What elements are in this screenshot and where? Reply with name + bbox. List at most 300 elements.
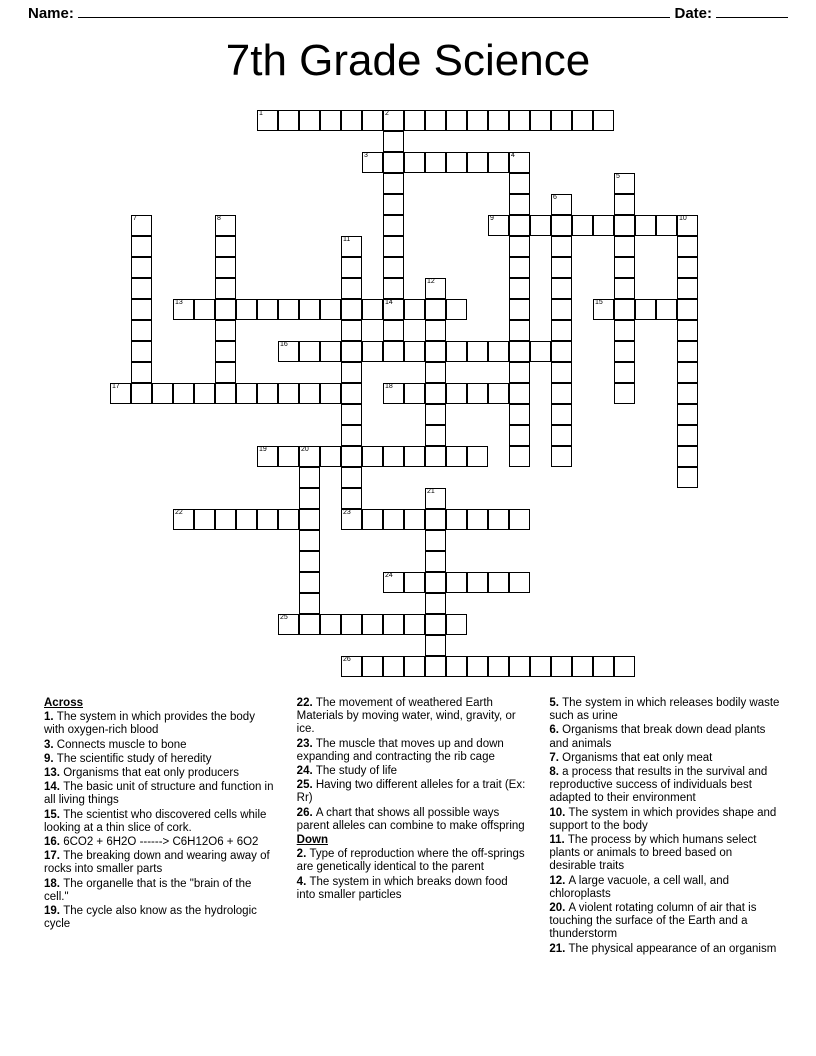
crossword-cell[interactable] — [341, 257, 362, 278]
crossword-cell[interactable] — [509, 656, 530, 677]
crossword-cell[interactable] — [299, 614, 320, 635]
crossword-cell-number: 9 — [490, 215, 494, 222]
crossword-cell-number: 4 — [511, 152, 515, 159]
crossword-cell[interactable] — [404, 299, 425, 320]
across-clue — [44, 836, 275, 849]
crossword-cell[interactable] — [425, 509, 446, 530]
crossword-cell[interactable] — [677, 236, 698, 257]
crossword-cell[interactable] — [551, 404, 572, 425]
crossword-cell[interactable] — [509, 425, 530, 446]
clue-text: The basic unit of structure and function in all living things — [44, 781, 274, 807]
crossword-cell[interactable] — [656, 299, 677, 320]
crossword-cell[interactable] — [236, 299, 257, 320]
crossword-cell[interactable] — [593, 215, 614, 236]
clue-number: 18. — [44, 877, 64, 890]
crossword-cell[interactable] — [614, 194, 635, 215]
name-input-line[interactable] — [78, 4, 671, 18]
crossword-cell[interactable] — [110, 383, 131, 404]
crossword-cell[interactable] — [509, 341, 530, 362]
crossword-cell[interactable] — [467, 383, 488, 404]
crossword-cell[interactable] — [341, 446, 362, 467]
crossword-cell[interactable] — [614, 236, 635, 257]
crossword-cell[interactable] — [404, 509, 425, 530]
crossword-cell[interactable] — [131, 257, 152, 278]
clue-text: The system in which breaks down food into smaller particles — [296, 875, 508, 901]
crossword-cell[interactable] — [446, 446, 467, 467]
crossword-cell[interactable] — [425, 614, 446, 635]
crossword-cell[interactable] — [425, 383, 446, 404]
crossword-cell[interactable] — [278, 341, 299, 362]
clue-text: Organisms that break down dead plants and animals — [549, 724, 766, 750]
crossword-cell[interactable] — [425, 551, 446, 572]
crossword-cell[interactable] — [509, 446, 530, 467]
crossword-cell[interactable] — [404, 152, 425, 173]
clue-text: The study of life — [315, 765, 398, 778]
crossword-cell[interactable] — [341, 278, 362, 299]
clue-text: Type of reproduction where the off-springs are genetically identical to the parent — [296, 848, 525, 874]
clue-number: 13. — [44, 767, 64, 780]
crossword-cell[interactable] — [299, 488, 320, 509]
crossword-cell-number: 6 — [553, 194, 557, 201]
crossword-cell[interactable] — [152, 383, 173, 404]
crossword-cell[interactable] — [383, 173, 404, 194]
crossword-cell[interactable] — [278, 614, 299, 635]
crossword-cell-number: 11 — [343, 236, 351, 243]
across-heading: Across — [44, 697, 83, 709]
crossword-cell-number: 7 — [133, 215, 137, 222]
crossword-cell[interactable] — [614, 299, 635, 320]
crossword-cell[interactable] — [551, 362, 572, 383]
crossword-cell[interactable] — [383, 509, 404, 530]
crossword-cell[interactable] — [341, 404, 362, 425]
crossword-cell[interactable] — [530, 110, 551, 131]
crossword-cell[interactable] — [614, 383, 635, 404]
crossword-cell[interactable] — [299, 551, 320, 572]
across-clue — [44, 878, 275, 904]
crossword-cell[interactable] — [509, 110, 530, 131]
clue-number: 21. — [549, 942, 569, 955]
crossword-cell[interactable] — [614, 173, 635, 194]
down-clue — [549, 724, 780, 750]
clue-text: The breaking down and wearing away of rocks into smaller parts — [44, 850, 270, 876]
down-clue — [549, 752, 780, 765]
crossword-cell[interactable] — [551, 194, 572, 215]
crossword-cell[interactable] — [593, 299, 614, 320]
crossword-cell[interactable] — [404, 572, 425, 593]
crossword-cell[interactable] — [383, 446, 404, 467]
crossword-cell[interactable] — [446, 110, 467, 131]
crossword-cell[interactable] — [215, 341, 236, 362]
crossword-cell[interactable] — [551, 299, 572, 320]
crossword-cell[interactable] — [425, 278, 446, 299]
clue-text: The scientific study of heredity — [56, 752, 212, 765]
crossword-cell[interactable] — [278, 509, 299, 530]
across-clue — [44, 905, 275, 931]
crossword-cell[interactable] — [404, 446, 425, 467]
crossword-cell[interactable] — [320, 383, 341, 404]
crossword-cell[interactable] — [509, 278, 530, 299]
crossword-cell[interactable] — [383, 656, 404, 677]
crossword-cell[interactable] — [509, 152, 530, 173]
crossword-cell[interactable] — [467, 656, 488, 677]
crossword-cell[interactable] — [131, 236, 152, 257]
down-clue — [549, 943, 780, 956]
crossword-cell[interactable] — [131, 383, 152, 404]
across-clue — [297, 779, 528, 805]
crossword-cell[interactable] — [299, 341, 320, 362]
crossword-cell[interactable] — [362, 614, 383, 635]
crossword-cell[interactable] — [635, 215, 656, 236]
crossword-cell[interactable] — [362, 299, 383, 320]
crossword-cell[interactable] — [446, 509, 467, 530]
crossword-cell[interactable] — [383, 320, 404, 341]
crossword-cell[interactable] — [551, 425, 572, 446]
crossword-cell[interactable] — [509, 194, 530, 215]
crossword-cell[interactable] — [509, 320, 530, 341]
crossword-cell[interactable] — [194, 509, 215, 530]
crossword-cell[interactable] — [467, 110, 488, 131]
crossword-cell[interactable] — [530, 341, 551, 362]
crossword-cell[interactable] — [257, 110, 278, 131]
crossword-cell[interactable] — [551, 656, 572, 677]
clue-number: 17. — [44, 850, 64, 863]
crossword-cell[interactable] — [509, 383, 530, 404]
crossword-cell[interactable] — [299, 446, 320, 467]
crossword-cell[interactable] — [488, 572, 509, 593]
student-info-header — [28, 4, 788, 22]
crossword-cell[interactable] — [551, 236, 572, 257]
crossword-cell[interactable] — [593, 656, 614, 677]
crossword-cell[interactable] — [509, 404, 530, 425]
crossword-cell[interactable] — [362, 341, 383, 362]
crossword-cell[interactable] — [530, 656, 551, 677]
clue-number: 23. — [296, 737, 316, 750]
crossword-cell[interactable] — [446, 299, 467, 320]
clue-number: 22. — [296, 697, 316, 709]
crossword-cell[interactable] — [446, 614, 467, 635]
crossword-cell[interactable] — [215, 320, 236, 341]
crossword-cell[interactable] — [341, 467, 362, 488]
crossword-cell[interactable] — [677, 257, 698, 278]
clue-text: The movement of weathered Earth Materials by moving water, wind, gravity, or ice. — [296, 697, 516, 736]
crossword-cell[interactable] — [341, 236, 362, 257]
crossword-cell[interactable] — [614, 215, 635, 236]
crossword-cell[interactable] — [425, 656, 446, 677]
crossword-cell[interactable] — [299, 572, 320, 593]
crossword-cell[interactable] — [173, 383, 194, 404]
clue-number: 15. — [44, 808, 64, 821]
crossword-cell[interactable] — [509, 173, 530, 194]
date-input-line[interactable] — [716, 4, 788, 18]
crossword-cell-number: 2 — [385, 110, 389, 117]
crossword-cell[interactable] — [425, 572, 446, 593]
crossword-cell[interactable] — [425, 320, 446, 341]
crossword-cell[interactable] — [677, 278, 698, 299]
crossword-cell[interactable] — [299, 110, 320, 131]
crossword-cell[interactable] — [551, 383, 572, 404]
crossword-cell[interactable] — [173, 299, 194, 320]
crossword-cell[interactable] — [131, 278, 152, 299]
crossword-cell[interactable] — [404, 614, 425, 635]
crossword-cell[interactable] — [341, 110, 362, 131]
crossword-cell[interactable] — [488, 152, 509, 173]
crossword-cell[interactable] — [677, 320, 698, 341]
crossword-cell[interactable] — [425, 299, 446, 320]
clue-text: The system in which provides shape and support to the body — [549, 806, 777, 832]
crossword-cell[interactable] — [509, 236, 530, 257]
crossword-cell[interactable] — [341, 656, 362, 677]
crossword-cell[interactable] — [488, 509, 509, 530]
crossword-cell[interactable] — [656, 215, 677, 236]
crossword-cell[interactable] — [299, 383, 320, 404]
crossword-cell[interactable] — [173, 509, 194, 530]
crossword-cell[interactable] — [425, 404, 446, 425]
crossword-cell[interactable] — [215, 383, 236, 404]
crossword-cell[interactable] — [572, 110, 593, 131]
crossword-cell[interactable] — [614, 362, 635, 383]
crossword-cell[interactable] — [509, 257, 530, 278]
crossword-cell[interactable] — [677, 425, 698, 446]
crossword-cell[interactable] — [509, 299, 530, 320]
crossword-cell[interactable] — [278, 383, 299, 404]
crossword-cell[interactable] — [509, 572, 530, 593]
crossword-cell[interactable] — [509, 215, 530, 236]
clue-number: 6. — [549, 724, 563, 737]
crossword-cell[interactable] — [215, 215, 236, 236]
crossword-cell[interactable] — [677, 404, 698, 425]
crossword-cell[interactable] — [551, 110, 572, 131]
crossword-cell[interactable] — [551, 257, 572, 278]
crossword-cell-number: 16 — [280, 341, 288, 348]
crossword-cell[interactable] — [593, 110, 614, 131]
clue-number: 20. — [549, 902, 569, 915]
crossword-cell[interactable] — [614, 257, 635, 278]
crossword-cell[interactable] — [425, 593, 446, 614]
crossword-cell[interactable] — [299, 530, 320, 551]
crossword-cell[interactable] — [278, 299, 299, 320]
crossword-cell[interactable] — [467, 152, 488, 173]
crossword-cell[interactable] — [362, 110, 383, 131]
crossword-cell[interactable] — [467, 446, 488, 467]
crossword-cell[interactable] — [299, 509, 320, 530]
crossword-cell[interactable] — [215, 236, 236, 257]
crossword-cell[interactable] — [425, 446, 446, 467]
crossword-cell[interactable] — [257, 383, 278, 404]
crossword-cell[interactable] — [677, 467, 698, 488]
down-clue-list-part1 — [297, 848, 528, 902]
crossword-cell[interactable] — [677, 383, 698, 404]
crossword-cell[interactable] — [509, 362, 530, 383]
crossword-cell[interactable] — [425, 362, 446, 383]
crossword-cell[interactable] — [425, 530, 446, 551]
crossword-cell[interactable] — [383, 299, 404, 320]
clue-text: The system in which provides the body with oxygen-rich blood — [44, 711, 255, 737]
clue-number: 12. — [549, 874, 569, 887]
crossword-cell[interactable] — [341, 299, 362, 320]
crossword-cell[interactable] — [446, 572, 467, 593]
across-clue — [44, 767, 275, 780]
crossword-grid-container — [0, 108, 816, 678]
clue-number: 9. — [44, 752, 57, 765]
crossword-cell[interactable] — [383, 278, 404, 299]
crossword-cell[interactable] — [194, 299, 215, 320]
crossword-cell[interactable] — [215, 257, 236, 278]
clue-number: 19. — [44, 905, 64, 918]
crossword-cell[interactable] — [383, 236, 404, 257]
crossword-cell[interactable] — [488, 215, 509, 236]
crossword-cell[interactable] — [131, 299, 152, 320]
clue-text: The process by which humans select plants or animals to breed based on desirable traits — [549, 834, 757, 873]
crossword-cell[interactable] — [488, 383, 509, 404]
crossword-cell[interactable] — [425, 152, 446, 173]
down-clue — [297, 876, 528, 902]
crossword-cell[interactable] — [425, 488, 446, 509]
crossword-cell[interactable] — [614, 656, 635, 677]
crossword-cell[interactable] — [572, 656, 593, 677]
clue-text: Having two different alleles for a trait (Ex: Rr) — [296, 779, 526, 805]
crossword-cell[interactable] — [320, 110, 341, 131]
crossword-cell[interactable] — [614, 320, 635, 341]
crossword-cell[interactable] — [299, 299, 320, 320]
crossword-cell[interactable] — [320, 446, 341, 467]
crossword-cell[interactable] — [551, 446, 572, 467]
crossword-cell[interactable] — [299, 593, 320, 614]
clue-number: 16. — [44, 836, 64, 849]
crossword-cell[interactable] — [383, 614, 404, 635]
crossword-cell[interactable] — [383, 383, 404, 404]
crossword-cell[interactable] — [509, 509, 530, 530]
crossword-cell[interactable] — [614, 341, 635, 362]
crossword-cell[interactable] — [383, 341, 404, 362]
crossword-cell[interactable] — [320, 299, 341, 320]
crossword-cell[interactable] — [551, 320, 572, 341]
crossword-cell[interactable] — [383, 110, 404, 131]
crossword-cell[interactable] — [215, 299, 236, 320]
crossword-cell[interactable] — [362, 446, 383, 467]
crossword-cell[interactable] — [635, 299, 656, 320]
crossword-cell[interactable] — [362, 656, 383, 677]
crossword-cell[interactable] — [320, 614, 341, 635]
crossword-cell[interactable] — [677, 446, 698, 467]
crossword-cell[interactable] — [383, 152, 404, 173]
crossword-cell[interactable] — [425, 341, 446, 362]
crossword-cell[interactable] — [467, 572, 488, 593]
crossword-cell[interactable] — [551, 215, 572, 236]
crossword-cell[interactable] — [425, 425, 446, 446]
clue-number: 7. — [549, 751, 563, 764]
crossword-cell[interactable] — [320, 341, 341, 362]
clue-number: 2. — [296, 848, 310, 861]
crossword-cell[interactable] — [236, 383, 257, 404]
crossword-cell[interactable] — [341, 425, 362, 446]
crossword-cell[interactable] — [488, 656, 509, 677]
crossword-cell[interactable] — [299, 467, 320, 488]
crossword-cell[interactable] — [341, 488, 362, 509]
crossword-cell[interactable] — [257, 299, 278, 320]
crossword-cell[interactable] — [572, 215, 593, 236]
crossword-cell[interactable] — [467, 341, 488, 362]
crossword-cell[interactable] — [614, 278, 635, 299]
crossword-cell[interactable] — [488, 110, 509, 131]
date-label: Date: — [674, 5, 712, 22]
crossword-cell[interactable] — [278, 110, 299, 131]
crossword-cell[interactable] — [446, 341, 467, 362]
crossword-cell[interactable] — [383, 215, 404, 236]
crossword-cell-number: 1 — [259, 110, 263, 117]
crossword-cell[interactable] — [677, 341, 698, 362]
down-clue — [549, 697, 780, 723]
crossword-cell[interactable] — [488, 341, 509, 362]
across-clue — [44, 753, 275, 766]
crossword-cell[interactable] — [215, 509, 236, 530]
clue-number: 14. — [44, 781, 64, 794]
crossword-cell[interactable] — [383, 194, 404, 215]
clue-number: 1. — [44, 711, 57, 724]
crossword-cell[interactable] — [278, 446, 299, 467]
crossword-cell[interactable] — [404, 656, 425, 677]
crossword-cell[interactable] — [341, 320, 362, 341]
crossword-cell[interactable] — [383, 572, 404, 593]
crossword-cell[interactable] — [677, 362, 698, 383]
crossword-cell[interactable] — [404, 110, 425, 131]
crossword-cell[interactable] — [215, 278, 236, 299]
crossword-cell[interactable] — [467, 509, 488, 530]
clue-column-middle — [297, 697, 528, 957]
crossword-cell[interactable] — [383, 257, 404, 278]
crossword-cell[interactable] — [341, 509, 362, 530]
crossword-cell[interactable] — [551, 278, 572, 299]
crossword-cell[interactable] — [215, 362, 236, 383]
down-clue — [549, 902, 780, 942]
crossword-cell[interactable] — [362, 152, 383, 173]
crossword-cell[interactable] — [341, 614, 362, 635]
crossword-cell-number: 15 — [595, 299, 603, 306]
crossword-cell[interactable] — [425, 110, 446, 131]
crossword-cell[interactable] — [131, 341, 152, 362]
crossword-cell[interactable] — [530, 215, 551, 236]
crossword-cell[interactable] — [194, 383, 215, 404]
crossword-cell[interactable] — [257, 509, 278, 530]
crossword-cell[interactable] — [362, 509, 383, 530]
crossword-cell[interactable] — [677, 215, 698, 236]
crossword-cell[interactable] — [131, 362, 152, 383]
clue-text: A chart that shows all possible ways parent alleles can combine to make offspring — [296, 806, 525, 832]
crossword-cell-number: 14 — [385, 299, 393, 306]
across-clue — [44, 711, 275, 737]
crossword-cell[interactable] — [341, 341, 362, 362]
crossword-cell-number: 18 — [385, 383, 393, 390]
crossword-cell[interactable] — [551, 341, 572, 362]
crossword-cell[interactable] — [425, 635, 446, 656]
crossword-cell[interactable] — [446, 383, 467, 404]
crossword-cell[interactable] — [446, 656, 467, 677]
clue-text: The scientist who discovered cells while looking at a thin slice of cork. — [44, 808, 267, 834]
crossword-cell[interactable] — [404, 341, 425, 362]
crossword-cell[interactable] — [257, 446, 278, 467]
across-clue — [297, 738, 528, 764]
crossword-cell[interactable] — [383, 131, 404, 152]
crossword-cell[interactable] — [131, 215, 152, 236]
crossword-cell[interactable] — [404, 383, 425, 404]
name-label: Name: — [28, 5, 74, 22]
crossword-cell[interactable] — [341, 383, 362, 404]
crossword-cell[interactable] — [446, 152, 467, 173]
crossword-cell[interactable] — [236, 509, 257, 530]
crossword-cell[interactable] — [131, 320, 152, 341]
crossword-cell[interactable] — [341, 362, 362, 383]
crossword-cell[interactable] — [677, 299, 698, 320]
clue-number: 24. — [296, 765, 316, 778]
